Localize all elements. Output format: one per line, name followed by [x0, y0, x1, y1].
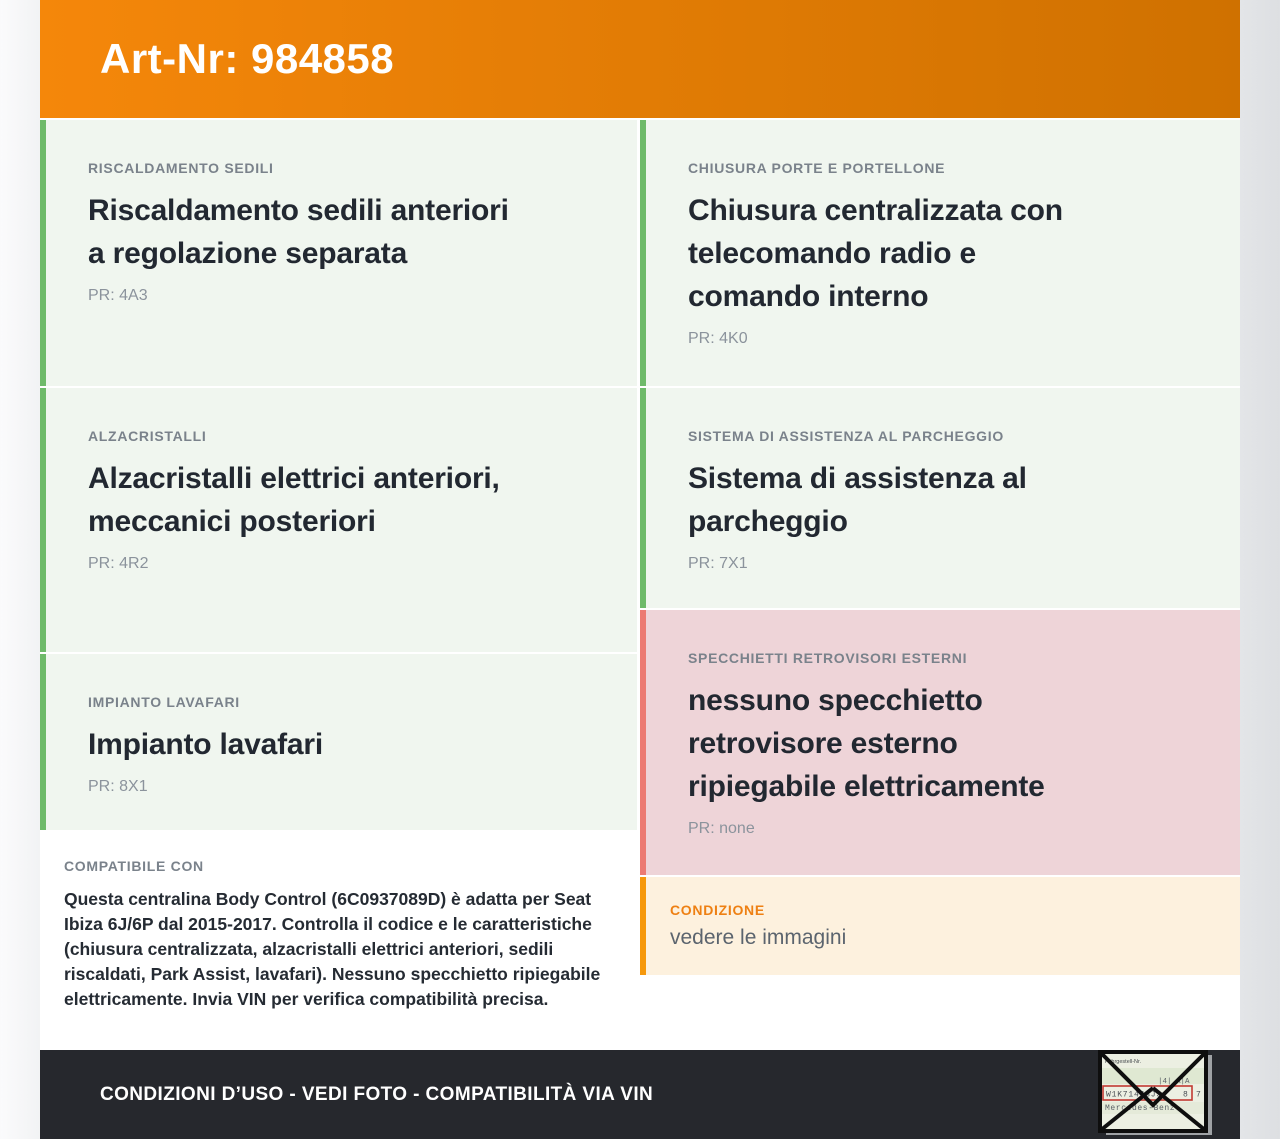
feature-card-central-locking	[640, 120, 1240, 386]
feature-category-label: RISCALDAMENTO SEDILI	[88, 160, 274, 176]
header-banner	[40, 0, 1240, 118]
feature-card-window-lifters	[40, 388, 637, 652]
vin-document-envelope-image	[1098, 1050, 1212, 1135]
feature-title: Riscaldamento sedili anteriori a regolazione separata	[88, 194, 509, 270]
feature-title: Sistema di assistenza al parcheggio	[688, 462, 1027, 538]
feature-category-label: SPECCHIETTI RETROVISORI ESTERNI	[688, 650, 968, 666]
vin-digit-outside: 7	[1196, 1090, 1201, 1100]
feature-title: Impianto lavafari	[88, 728, 324, 761]
feature-card-seat-heating	[40, 120, 637, 386]
pr-code: PR: 4A3	[88, 287, 148, 304]
pr-code: PR: 4K0	[688, 330, 748, 347]
document-code-line: |4| A|A	[1158, 1078, 1190, 1086]
left-column	[40, 120, 637, 1050]
condition-value: vedere le immagini	[670, 926, 847, 949]
footer-conditions-text: CONDIZIONI D’USO - VEDI FOTO - COMPATIBILITÀ VIA VIN	[100, 1083, 654, 1105]
feature-category-label: ALZACRISTALLI	[88, 428, 207, 444]
feature-grid	[40, 120, 1240, 1050]
feature-card-headlight-washer	[40, 654, 637, 830]
brand-text: Mercedes-Benz	[1105, 1104, 1176, 1113]
condition-card	[640, 877, 1240, 975]
feature-category-label: CHIUSURA PORTE E PORTELLONE	[688, 160, 946, 176]
article-number-title: Art-Nr: 984858	[100, 35, 395, 82]
feature-card-exterior-mirrors	[640, 610, 1240, 875]
feature-category-label: SISTEMA DI ASSISTENZA AL PARCHEGGIO	[688, 428, 1004, 444]
right-column-filler	[640, 977, 1240, 1050]
feature-category-label: IMPIANTO LAVAFARI	[88, 694, 240, 710]
feature-title: nessuno specchietto retrovisore esterno ripiegabile elettricamente	[688, 684, 1045, 803]
feature-card-park-assist	[640, 388, 1240, 608]
vin-text-end: 8	[1183, 1090, 1188, 1100]
footer-bar	[40, 1050, 1240, 1139]
pr-code: PR: 4R2	[88, 555, 149, 572]
compatibility-label: COMPATIBILE CON	[64, 858, 204, 874]
vin-text: W1K71463J31	[1106, 1090, 1168, 1100]
compatibility-text: Questa centralina Body Control (6C0937089D) è adatta per Seat Ibiza 6J/6P dal 2015-2017. Controlla il codice e le caratteristiche (chiusura centralizzata, alzacristalli elettrici anteriori, sedili riscaldati, Park Assist, lavafari). Nessuno specchietto ripiegabile elettricamente. Invia VIN per verifica compatibilità precisa.	[64, 889, 601, 1009]
fahrgestell-label: Fahrgestell-Nr.	[1105, 1059, 1142, 1065]
pr-code: PR: 7X1	[688, 555, 748, 572]
feature-title: Alzacristalli elettrici anteriori, meccanici posteriori	[88, 462, 500, 538]
condition-label: CONDIZIONE	[670, 902, 765, 918]
compatibility-card	[40, 832, 637, 1048]
pr-code: PR: 8X1	[88, 778, 148, 795]
pr-code: PR: none	[688, 820, 755, 837]
right-column	[640, 120, 1240, 1050]
listing-sheet	[40, 0, 1240, 1137]
feature-title: Chiusura centralizzata con telecomando radio e comando interno	[688, 194, 1063, 313]
